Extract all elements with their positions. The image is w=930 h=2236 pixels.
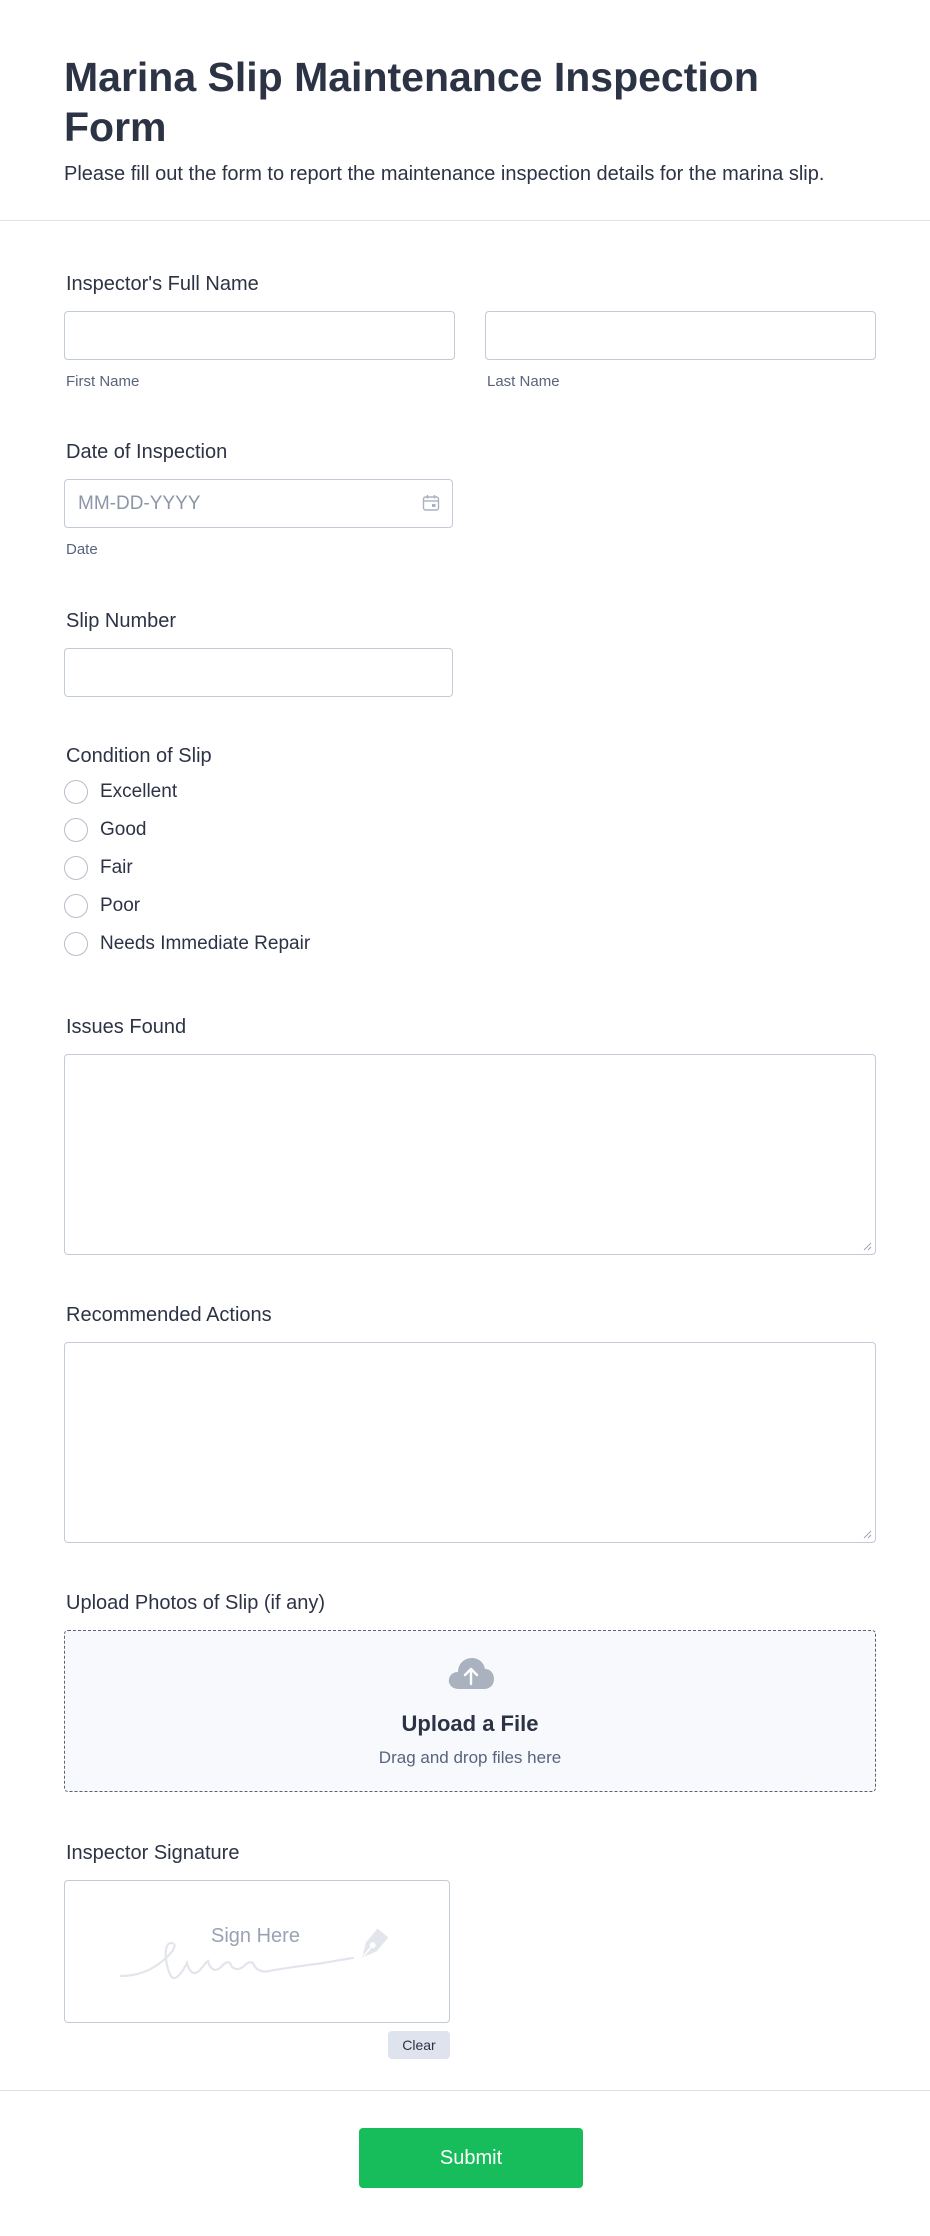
radio-label-excellent: Excellent [100,781,178,802]
date-sublabel: Date [66,541,98,558]
last-name-sublabel: Last Name [487,373,560,390]
issues-textarea[interactable] [64,1054,876,1255]
radio-label-needs-repair: Needs Immediate Repair [100,933,311,954]
inspection-date-label: Date of Inspection [66,441,228,463]
resize-grip-icon[interactable] [862,1529,872,1539]
slip-number-field [64,608,453,697]
upload-title: Upload a File [401,1711,539,1736]
date-input[interactable] [64,479,453,528]
condition-option-poor[interactable] [64,887,310,925]
condition-options [64,773,310,963]
actions-textarea[interactable] [64,1342,876,1543]
inspector-name-label: Inspector's Full Name [66,273,259,295]
radio-fair[interactable] [64,856,88,880]
condition-option-needs-repair[interactable] [64,925,310,963]
radio-excellent[interactable] [64,780,88,804]
radio-good[interactable] [64,818,88,842]
actions-field [64,1302,876,1543]
upload-label: Upload Photos of Slip (if any) [66,1592,326,1614]
resize-grip-icon[interactable] [862,1241,872,1251]
issues-field [64,1014,876,1255]
form-header [0,0,930,221]
pen-nib-icon [349,1923,395,1969]
inspection-date-field [64,439,453,560]
last-name-input[interactable] [485,311,876,360]
radio-poor[interactable] [64,894,88,918]
signature-label: Inspector Signature [66,1842,240,1864]
cloud-upload-icon [447,1655,495,1691]
signature-pad[interactable] [64,1880,450,2023]
upload-dropzone[interactable] [64,1630,876,1792]
issues-label: Issues Found [66,1016,187,1038]
radio-label-good: Good [100,819,147,840]
slip-number-input[interactable] [64,648,453,697]
actions-label: Recommended Actions [66,1304,272,1326]
page-title: Marina Slip Maintenance Inspection Form [64,54,759,150]
slip-number-label: Slip Number [66,610,177,632]
condition-option-fair[interactable] [64,849,310,887]
upload-subtitle: Drag and drop files here [378,1748,562,1767]
inspector-name-field [64,271,876,392]
radio-label-poor: Poor [100,895,141,916]
calendar-icon[interactable] [422,494,440,512]
first-name-sublabel: First Name [66,373,140,390]
signature-field [64,1840,450,2023]
first-name-input[interactable] [64,311,455,360]
clear-signature-button[interactable]: Clear [388,2031,450,2059]
signature-placeholder: Sign Here [211,1925,300,1947]
radio-label-fair: Fair [100,857,133,878]
upload-field [64,1590,876,1792]
condition-label: Condition of Slip [66,745,212,767]
footer-divider [0,2090,930,2091]
submit-button[interactable]: Submit [359,2128,583,2188]
page-subtitle: Please fill out the form to report the maintenance inspection details for the marina slip. [64,163,825,185]
condition-option-good[interactable] [64,811,310,849]
condition-field [64,743,310,963]
condition-option-excellent[interactable] [64,773,310,811]
radio-needs-repair[interactable] [64,932,88,956]
